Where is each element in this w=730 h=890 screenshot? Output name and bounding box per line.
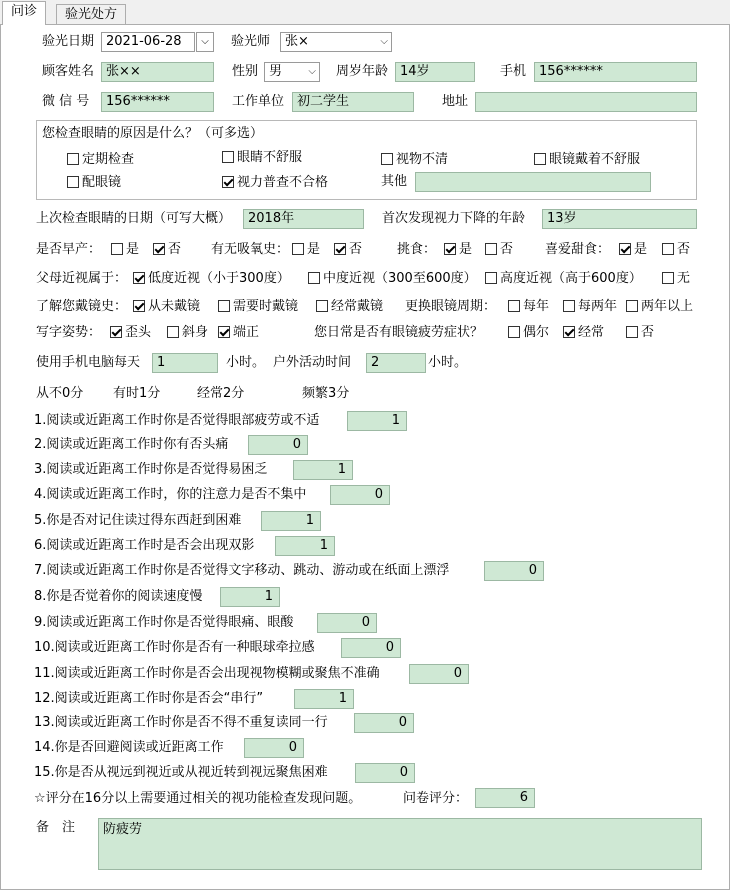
question-score[interactable]: 1 xyxy=(220,587,280,607)
picky-no[interactable] xyxy=(485,241,513,259)
work-label: 工作单位 xyxy=(232,94,285,109)
posture-leaning[interactable] xyxy=(167,324,208,342)
scale-never: 从不0分 xyxy=(36,386,84,401)
sex-select[interactable] xyxy=(264,62,320,82)
option-label: 歪头 xyxy=(125,325,152,340)
option-label: 是 xyxy=(126,242,140,257)
sex-label: 性别 xyxy=(232,64,259,79)
score-field[interactable]: 6 xyxy=(475,788,535,808)
change-two-years[interactable] xyxy=(563,298,617,316)
change-cycle-label: 更换眼镜周期： xyxy=(405,299,497,314)
reason-title: 您检查眼睛的原因是什么？（可多选） xyxy=(42,126,264,141)
fatigue-often[interactable] xyxy=(563,324,604,342)
option-label: 斜身 xyxy=(182,325,209,340)
remark-label: 备 注 xyxy=(36,820,76,835)
parents-high[interactable] xyxy=(485,270,642,288)
reason-glasses-uncomfortable[interactable] xyxy=(534,151,640,169)
fatigue-label: 您日常是否有眼镜疲劳症状？ xyxy=(314,325,484,340)
oxygen-label: 有无吸氧史： xyxy=(211,242,290,257)
option-label: 中度近视（300至600度） xyxy=(323,271,477,286)
checkbox-checked-icon xyxy=(133,300,145,312)
option-label: 视力普查不合格 xyxy=(237,175,329,190)
option-label: 端正 xyxy=(233,325,260,340)
question-label: 12.阅读或近距离工作时你是否会“串行” xyxy=(34,691,264,706)
date-label: 验光日期 xyxy=(42,34,95,49)
optometrist-value: 张× xyxy=(285,34,309,49)
reason-eye-discomfort[interactable] xyxy=(222,149,302,167)
question-score[interactable]: 0 xyxy=(484,561,544,581)
option-label: 否 xyxy=(168,242,182,257)
checkbox-checked-icon xyxy=(444,243,456,255)
last-exam-label: 上次检查眼睛的日期（可写大概） xyxy=(36,211,232,226)
question-score[interactable]: 1 xyxy=(293,460,353,480)
sweet-label: 喜爱甜食： xyxy=(545,242,611,257)
question-label: 10.阅读或近距离工作时你是否有一种眼球牵拉感 xyxy=(34,640,315,655)
picky-label: 挑食： xyxy=(397,242,437,257)
name-field[interactable]: 张×× xyxy=(101,62,214,82)
optometrist-label: 验光师 xyxy=(231,34,271,49)
scale-often: 经常2分 xyxy=(197,386,245,401)
checkbox-icon xyxy=(485,272,497,284)
checkbox-icon xyxy=(662,243,674,255)
tab-bar xyxy=(0,0,730,25)
reason-regular-check[interactable] xyxy=(67,151,134,169)
chevron-down-icon: ⌵ xyxy=(308,66,316,77)
hours-label: 小时。 xyxy=(428,355,468,370)
checkbox-icon xyxy=(222,151,234,163)
glasses-when-needed[interactable] xyxy=(218,298,298,316)
question-label: 13.阅读或近距离工作时你是否不得不重复读同一行 xyxy=(34,715,328,730)
sweet-yes[interactable] xyxy=(619,241,647,259)
scale-frequent: 频繁3分 xyxy=(302,386,350,401)
question-score[interactable]: 0 xyxy=(248,435,308,455)
checkbox-icon xyxy=(111,243,123,255)
option-label: 每两年 xyxy=(578,299,618,314)
first-decline-field[interactable]: 13岁 xyxy=(542,209,697,229)
parents-low[interactable] xyxy=(133,270,290,288)
option-label: 否 xyxy=(500,242,514,257)
option-label: 否 xyxy=(677,242,691,257)
checkbox-icon xyxy=(563,300,575,312)
preterm-yes[interactable] xyxy=(111,241,139,259)
score-label: 问卷评分： xyxy=(403,791,469,806)
option-label: 偶尔 xyxy=(523,325,550,340)
question-score[interactable]: 0 xyxy=(409,664,469,684)
option-label: 是 xyxy=(634,242,648,257)
score-note: ☆评分在16分以上需要通过相关的视功能检查发现问题。 xyxy=(34,791,362,806)
option-label: 眼镜戴着不舒服 xyxy=(549,152,641,167)
question-score[interactable]: 0 xyxy=(354,713,414,733)
wechat-label: 微 信 号 xyxy=(42,94,90,109)
checkbox-icon xyxy=(67,153,79,165)
age-field[interactable]: 14岁 xyxy=(395,62,475,82)
glasses-often[interactable] xyxy=(316,298,383,316)
glasses-never[interactable] xyxy=(133,298,200,316)
date-field[interactable]: 2021-06-28 xyxy=(101,32,195,52)
option-label: 否 xyxy=(349,242,363,257)
preterm-no[interactable] xyxy=(153,241,181,259)
option-label: 低度近视（小于300度） xyxy=(148,271,290,286)
option-label: 眼睛不舒服 xyxy=(237,150,303,165)
question-label: 4.阅读或近距离工作时，你的注意力是否不集中 xyxy=(34,487,307,502)
checkbox-icon xyxy=(626,326,638,338)
checkbox-icon xyxy=(508,300,520,312)
remark-field[interactable]: 防疲劳 xyxy=(98,818,702,870)
checkbox-checked-icon xyxy=(153,243,165,255)
tab-consultation[interactable]: 问诊 xyxy=(2,1,46,25)
question-score[interactable]: 0 xyxy=(341,638,401,658)
parents-label: 父母近视属于： xyxy=(36,271,128,286)
checkbox-icon xyxy=(308,272,320,284)
checkbox-checked-icon xyxy=(563,326,575,338)
question-label: 15.你是否从视远到视近或从视近转到视远聚焦困难 xyxy=(34,765,328,780)
checkbox-checked-icon xyxy=(110,326,122,338)
outdoor-label: 户外活动时间 xyxy=(273,355,352,370)
phone-label: 手机 xyxy=(500,64,527,79)
option-label: 是 xyxy=(459,242,473,257)
wechat-field[interactable]: 156****** xyxy=(101,92,214,112)
age-label: 周岁年龄 xyxy=(336,64,389,79)
option-label: 无 xyxy=(677,271,691,286)
hours-label: 小时。 xyxy=(226,355,266,370)
checkbox-icon xyxy=(292,243,304,255)
checkbox-icon xyxy=(167,326,179,338)
question-label: 2.阅读或近距离工作时你有否头痛 xyxy=(34,437,229,452)
picky-yes[interactable] xyxy=(444,241,472,259)
question-score[interactable]: 1 xyxy=(294,689,354,709)
question-label: 8.你是否觉着你的阅读速度慢 xyxy=(34,589,203,604)
question-label: 9.阅读或近距离工作时你是否觉得眼痛、眼酸 xyxy=(34,615,294,630)
question-label: 6.阅读或近距离工作时是否会出现双影 xyxy=(34,538,255,553)
checkbox-icon xyxy=(485,243,497,255)
reason-blurred-vision[interactable] xyxy=(381,151,448,169)
question-score[interactable]: 1 xyxy=(347,411,407,431)
work-field[interactable]: 初二学生 xyxy=(292,92,414,112)
option-label: 高度近视（高于600度） xyxy=(500,271,642,286)
question-label: 3.阅读或近距离工作时你是否觉得易困乏 xyxy=(34,462,268,477)
question-label: 1.阅读或近距离工作时你是否觉得眼部疲劳或不适 xyxy=(34,413,320,428)
question-label: 11.阅读或近距离工作时你是否会出现视物模糊或聚焦不准确 xyxy=(34,666,380,681)
sweet-no[interactable] xyxy=(662,241,690,259)
parents-mid[interactable] xyxy=(308,270,477,288)
reason-other-label: 其他 xyxy=(381,174,408,189)
checkbox-checked-icon xyxy=(133,272,145,284)
chevron-down-icon: ⌵ xyxy=(380,36,388,47)
checkbox-icon xyxy=(67,176,79,188)
tab-prescription[interactable]: 验光处方 xyxy=(56,4,126,25)
name-label: 顾客姓名 xyxy=(42,64,95,79)
question-score[interactable]: 0 xyxy=(317,613,377,633)
sex-value: 男 xyxy=(269,64,283,79)
fatigue-sometimes[interactable] xyxy=(508,324,549,342)
oxygen-no[interactable] xyxy=(334,241,362,259)
change-over-two-years[interactable] xyxy=(626,298,693,316)
reason-get-glasses[interactable] xyxy=(67,174,121,192)
option-label: 是 xyxy=(307,242,321,257)
outdoor-field[interactable]: 2 xyxy=(366,353,426,373)
checkbox-icon xyxy=(316,300,328,312)
option-label: 否 xyxy=(641,325,655,340)
address-label: 地址 xyxy=(442,94,469,109)
fatigue-no[interactable] xyxy=(626,324,654,342)
option-label: 经常 xyxy=(578,325,605,340)
question-score[interactable]: 1 xyxy=(261,511,321,531)
checkbox-icon xyxy=(381,153,393,165)
checkbox-icon xyxy=(508,326,520,338)
chevron-down-icon: ⌵ xyxy=(201,36,209,47)
question-label: 7.阅读或近距离工作时你是否觉得文字移动、跳动、游动或在纸面上漂浮 xyxy=(34,563,450,578)
checkbox-icon xyxy=(626,300,638,312)
posture-upright[interactable] xyxy=(218,324,259,342)
screen-time-field[interactable]: 1 xyxy=(152,353,218,373)
option-label: 定期检查 xyxy=(82,152,135,167)
parents-none[interactable] xyxy=(662,270,690,288)
change-yearly[interactable] xyxy=(508,298,549,316)
posture-label: 写字姿势： xyxy=(36,325,102,340)
preterm-label: 是否早产： xyxy=(36,242,102,257)
option-label: 配眼镜 xyxy=(82,175,122,190)
question-label: 14.你是否回避阅读或近距离工作 xyxy=(34,740,224,755)
checkbox-checked-icon xyxy=(619,243,631,255)
address-field[interactable] xyxy=(475,92,697,112)
scale-sometimes: 有时1分 xyxy=(113,386,161,401)
option-label: 两年以上 xyxy=(641,299,694,314)
first-decline-label: 首次发现视力下降的年龄 xyxy=(382,211,526,226)
oxygen-yes[interactable] xyxy=(292,241,320,259)
question-label: 5.你是否对记住读过得东西赶到困难 xyxy=(34,513,242,528)
checkbox-checked-icon xyxy=(334,243,346,255)
question-score[interactable]: 0 xyxy=(244,738,304,758)
option-label: 从未戴镜 xyxy=(148,299,201,314)
checkbox-icon xyxy=(218,300,230,312)
question-score[interactable]: 0 xyxy=(355,763,415,783)
option-label: 经常戴镜 xyxy=(331,299,384,314)
option-label: 需要时戴镜 xyxy=(233,299,299,314)
question-score[interactable]: 0 xyxy=(330,485,390,505)
option-label: 每年 xyxy=(523,299,550,314)
checkbox-checked-icon xyxy=(218,326,230,338)
reason-other-field[interactable] xyxy=(415,172,651,192)
checkbox-checked-icon xyxy=(222,176,234,188)
question-score[interactable]: 1 xyxy=(275,536,335,556)
last-exam-field[interactable]: 2018年 xyxy=(243,209,364,229)
checkbox-icon xyxy=(662,272,674,284)
optometrist-select[interactable] xyxy=(280,32,392,52)
posture-tilted-head[interactable] xyxy=(110,324,151,342)
phone-field[interactable]: 156****** xyxy=(534,62,697,82)
glasses-history-label: 了解您戴镜史： xyxy=(36,299,128,314)
checkbox-icon xyxy=(534,153,546,165)
option-label: 视物不清 xyxy=(396,152,449,167)
date-picker-button[interactable] xyxy=(196,32,214,52)
screen-time-label: 使用手机电脑每天 xyxy=(36,355,141,370)
reason-screening-failed[interactable] xyxy=(222,174,328,192)
